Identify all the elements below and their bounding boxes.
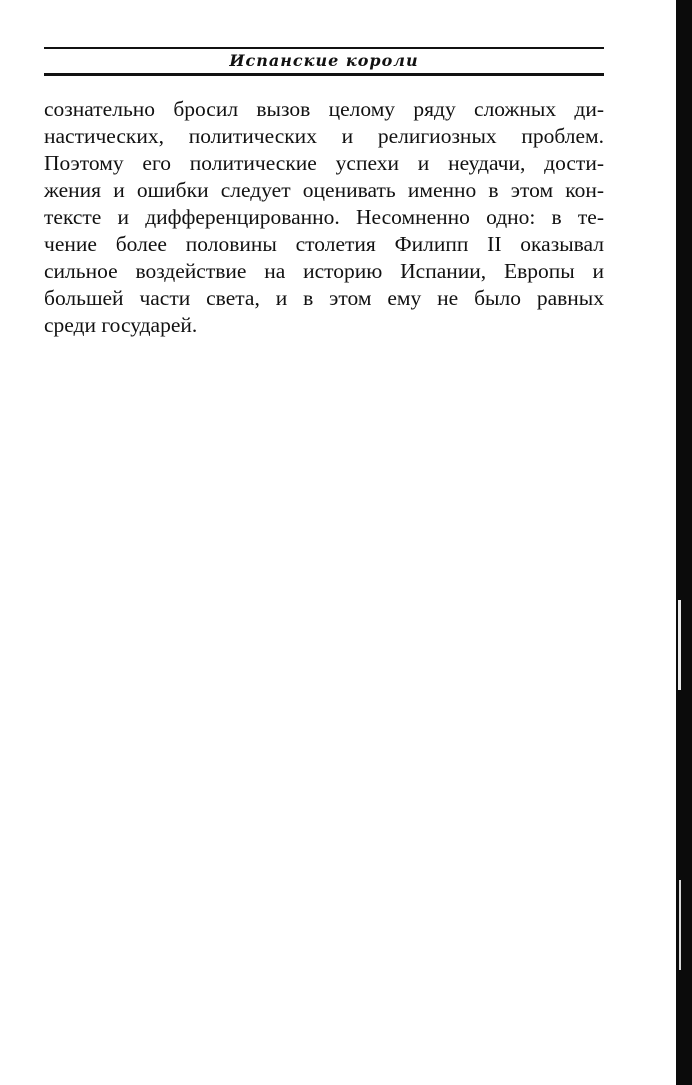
text-line: сильное воздействие на историю Испании, Европы и [44, 259, 604, 283]
text-line: сознательно бросил вызов целому ряду сложных ди- [44, 97, 604, 121]
text-line: тексте и дифференцированно. Несомненно одно: в те- [44, 205, 604, 229]
text-line: среди государей. [44, 313, 198, 337]
text-line: настических, политических и религиозных проблем. [44, 124, 604, 148]
text-line: жения и ошибки следует оценивать именно в этом кон- [44, 178, 604, 202]
body-paragraph [44, 96, 604, 339]
header-rule-bottom [44, 73, 604, 76]
text-line: Поэтому его политические успехи и неудачи, дости- [44, 151, 604, 175]
text-line: большей части света, и в этом ему не было равных [44, 286, 604, 310]
text-line: чение более половины столетия Филипп II оказывал [44, 232, 604, 256]
running-header-title: Испанские короли [229, 51, 419, 70]
header-rule-top [44, 47, 604, 49]
page-binding-edge [676, 0, 692, 1085]
